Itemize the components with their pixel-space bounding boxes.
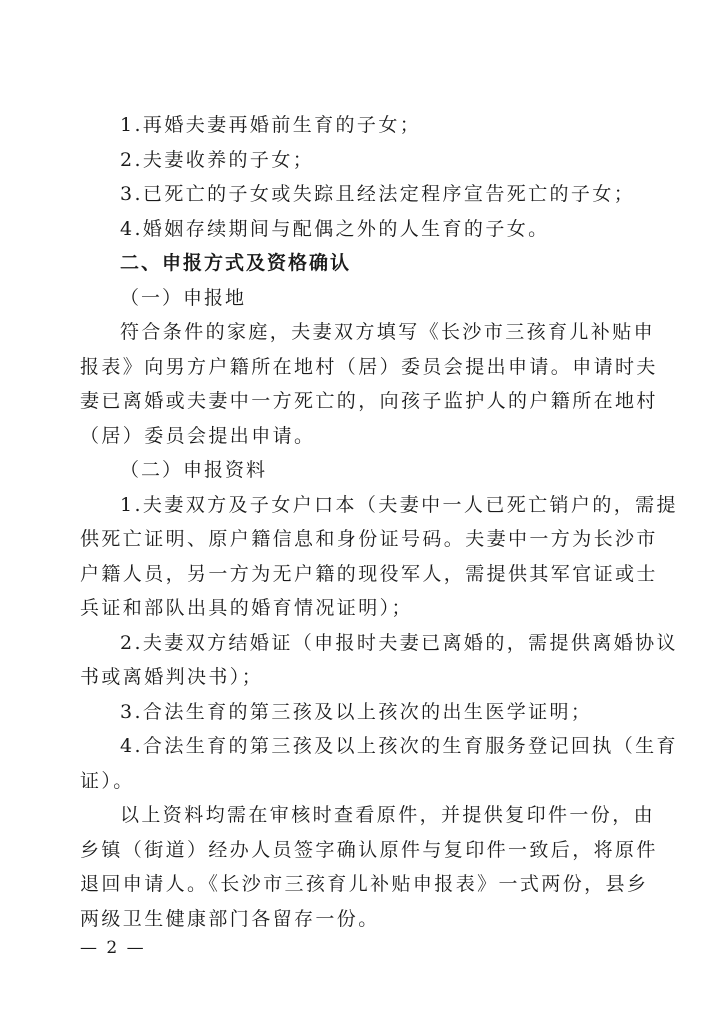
paragraph-line: 证）。 <box>80 769 135 792</box>
paragraph-line: 符合条件的家庭，夫妻双方填写《长沙市三孩育儿补贴申 <box>120 321 656 343</box>
paragraph-line: 供死亡证明、原户籍信息和身份证号码。夫妻中一方为长沙市 <box>80 528 658 550</box>
paragraph-line: 两级卫生健康部门各留存一份。 <box>80 907 380 930</box>
paragraph-line: 兵证和部队出具的婚育情况证明）； <box>80 597 413 619</box>
paragraph-line: 4.合法生育的第三孩及以上孩次的生育服务登记回执（生育 <box>120 735 678 757</box>
list-item: 3.已死亡的子女或失踪且经法定程序宣告死亡的子女； <box>120 183 636 205</box>
paragraph-line: 以上资料均需在审核时查看原件，并提供复印件一份，由 <box>120 804 656 826</box>
section-heading: 二、申报方式及资格确认 <box>120 252 352 274</box>
paragraph-line: 户籍人员，另一方为无户籍的现役军人，需提供其军官证或士 <box>80 562 658 585</box>
page-number: — 2 — <box>80 938 146 958</box>
document-body <box>80 108 678 936</box>
paragraph-line: 1.夫妻双方及子女户口本（夫妻中一人已死亡销户的，需提 <box>120 493 678 516</box>
paragraph-line: 书或离婚判决书）； <box>80 666 264 688</box>
list-item: 1.再婚夫妻再婚前生育的子女； <box>120 114 422 136</box>
list-item: 2.夫妻收养的子女； <box>120 148 315 171</box>
paragraph-line: 3.合法生育的第三孩及以上孩次的出生医学证明； <box>120 700 593 723</box>
paragraph-line: 2.夫妻双方结婚证（申报时夫妻已离婚的，需提供离婚协议 <box>120 631 678 654</box>
subsection-heading: （一）申报地 <box>120 286 247 309</box>
paragraph-line: 妻已离婚或夫妻中一方死亡的，向孩子监护人的户籍所在地村 <box>80 390 658 412</box>
paragraph-line: 乡镇（街道）经办人员签字确认原件与复印件一致后，将原件 <box>80 838 658 861</box>
list-item: 4.婚姻存续期间与配偶之外的人生育的子女。 <box>120 217 550 240</box>
paragraph-line: 报表》向男方户籍所在地村（居）委员会提出申请。申请时夫 <box>80 355 658 378</box>
paragraph-line: 退回申请人。《长沙市三孩育儿补贴申报表》一式两份，县乡 <box>80 873 649 895</box>
paragraph-line: （居）委员会提出申请。 <box>80 424 316 447</box>
subsection-heading: （二）申报资料 <box>120 459 268 481</box>
